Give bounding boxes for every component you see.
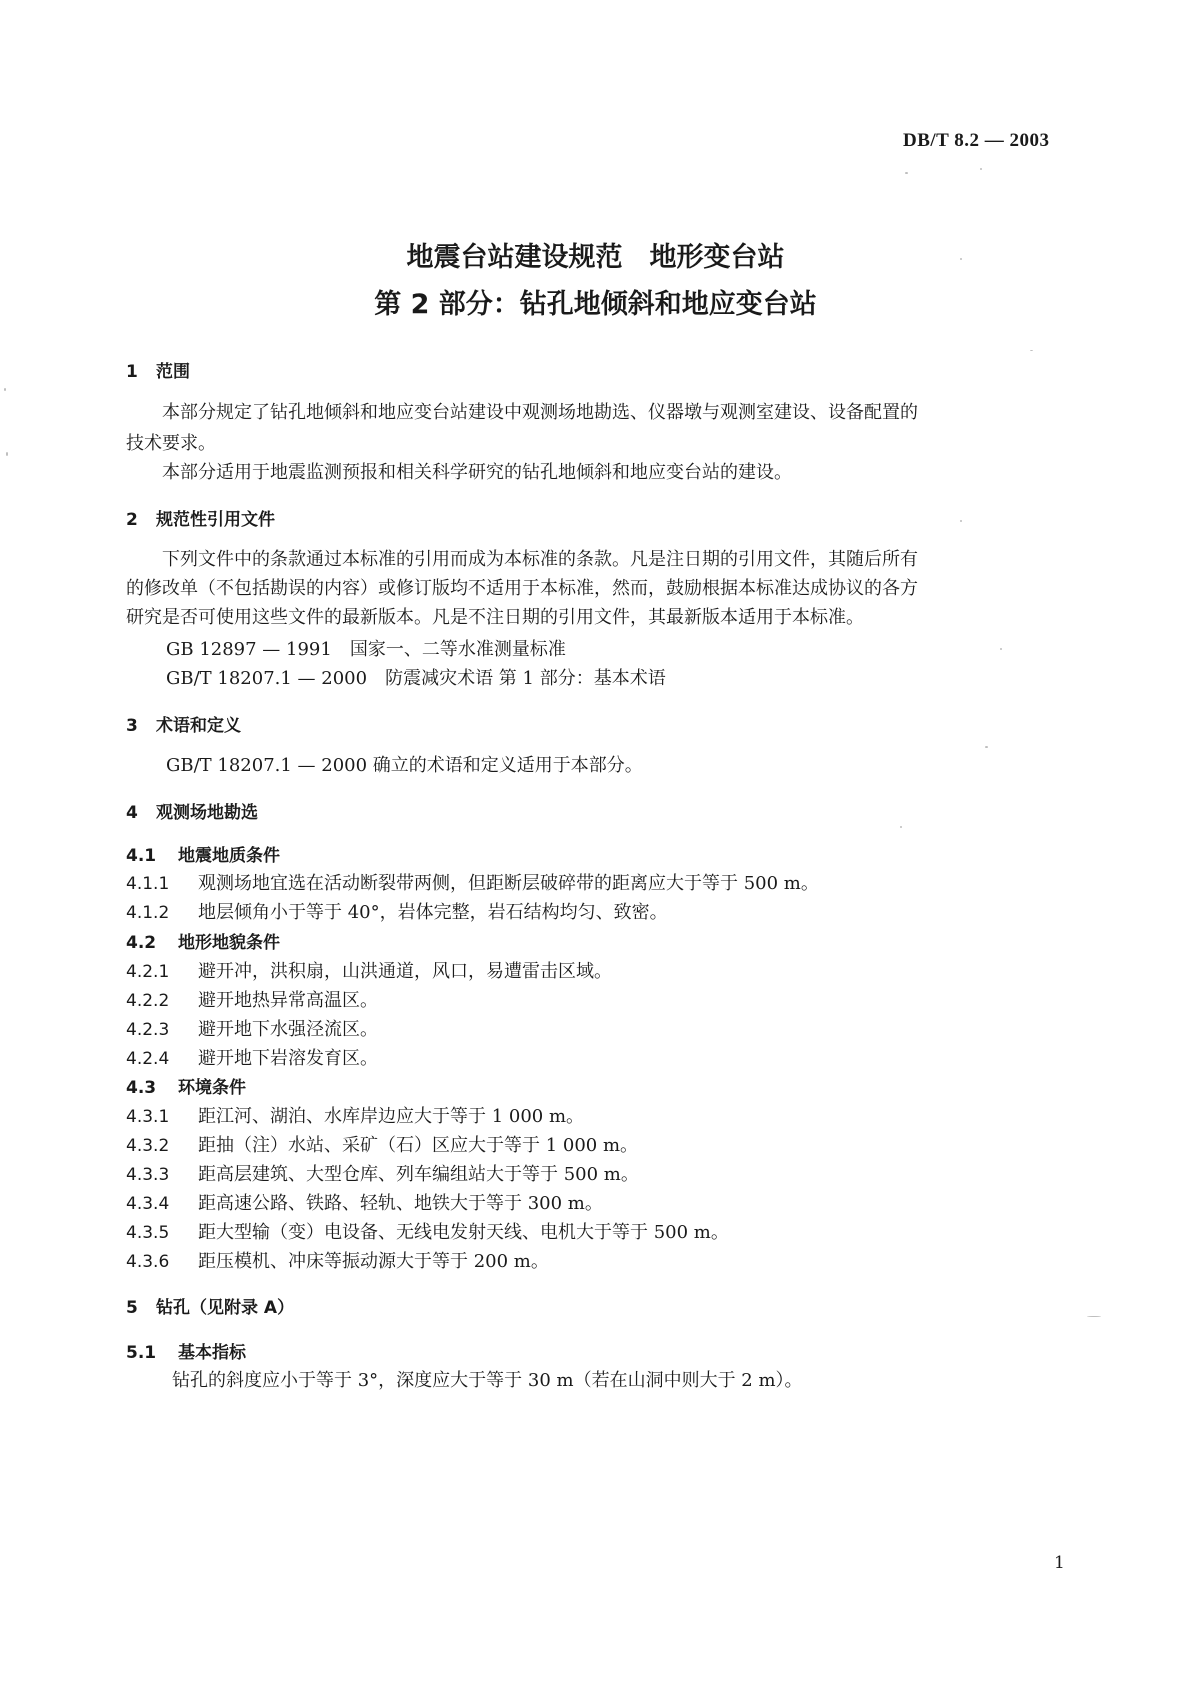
subsection-title: 地震地质条件: [178, 846, 280, 866]
clause-text: 距抽（注）水站、采矿（石）区应大于等于 1 000 m。: [198, 1135, 639, 1156]
clause-number: 4.2.4: [126, 1049, 170, 1069]
document-code: DB/T 8.2 — 2003: [903, 130, 1050, 151]
clause-text: 距压模机、冲床等振动源大于等于 200 m。: [198, 1251, 549, 1272]
clause-4-2-1: [126, 957, 612, 983]
clause-4-2-4: [126, 1044, 378, 1070]
clause-number: 4.3.4: [126, 1194, 170, 1214]
paragraph-drilling-basic: 钻孔的斜度应小于等于 3°，深度应大于等于 30 m（若在山洞中则大于 2 m）。: [172, 1370, 803, 1391]
section-title: 术语和定义: [156, 716, 241, 736]
paragraph-applicability: 本部分适用于地震监测预报和相关科学研究的钻孔地倾斜和地应变台站的建设。: [162, 462, 792, 483]
clause-number: 4.2.3: [126, 1020, 170, 1040]
subsection-heading-5-1: [126, 1338, 246, 1363]
clause-number: 4.3.6: [126, 1252, 170, 1272]
subsection-number: 4.2: [126, 933, 157, 953]
paragraph-references-line-1: 下列文件中的条款通过本标准的引用而成为本标准的条款。凡是注日期的引用文件，其随后所有: [162, 549, 918, 570]
clause-number: 4.2.2: [126, 991, 170, 1011]
clause-number: 4.3.2: [126, 1136, 170, 1156]
page-number: 1: [1054, 1553, 1065, 1573]
clause-text: 距高层建筑、大型仓库、列车编组站大于等于 500 m。: [198, 1164, 639, 1185]
subsection-heading-4-2: [126, 928, 280, 953]
clause-text: 避开地热异常高温区。: [198, 990, 378, 1011]
section-number: 5: [126, 1298, 138, 1318]
paragraph-references-line-3: 研究是否可使用这些文件的最新版本。凡是不注日期的引用文件，其最新版本适用于本标准。: [126, 607, 864, 628]
clause-number: 4.3.1: [126, 1107, 170, 1127]
paragraph-terms: GB/T 18207.1 — 2000 确立的术语和定义适用于本部分。: [166, 755, 643, 776]
section-number: 2: [126, 510, 138, 530]
section-title: 规范性引用文件: [156, 510, 275, 530]
section-heading-5: [126, 1293, 294, 1318]
clause-number: 4.1.2: [126, 903, 170, 923]
subsection-number: 4.1: [126, 846, 157, 866]
document-title-line-2: 第 2 部分：钻孔地倾斜和地应变台站: [374, 289, 817, 320]
section-heading-2: [126, 505, 275, 530]
clause-4-3-4: [126, 1189, 603, 1215]
section-number: 1: [126, 362, 138, 382]
reference-item-1: GB 12897 — 1991 国家一、二等水准测量标准: [166, 639, 566, 660]
clause-text: 地层倾角小于等于 40°，岩体完整，岩石结构均匀、致密。: [198, 902, 668, 923]
clause-text: 避开地下岩溶发育区。: [198, 1048, 378, 1069]
subsection-title: 地形地貌条件: [178, 933, 280, 953]
section-title: 观测场地勘选: [156, 803, 258, 823]
clause-number: 4.3.5: [126, 1223, 170, 1243]
subsection-heading-4-3: [126, 1073, 246, 1098]
section-title: 范围: [156, 362, 190, 382]
clause-4-3-2: [126, 1131, 638, 1157]
section-heading-3: [126, 711, 241, 736]
subsection-title: 环境条件: [178, 1078, 246, 1098]
clause-text: 距高速公路、铁路、轻轨、地铁大于等于 300 m。: [198, 1193, 603, 1214]
clause-4-1-1: [126, 869, 819, 895]
section-heading-1: [126, 357, 190, 382]
clause-text: 距江河、湖泊、水库岸边应大于等于 1 000 m。: [198, 1106, 585, 1127]
paragraph-scope-line-2: 技术要求。: [126, 433, 216, 454]
reference-item-2: GB/T 18207.1 — 2000 防震减灾术语 第 1 部分：基本术语: [166, 668, 666, 689]
clause-4-3-5: [126, 1218, 729, 1244]
subsection-title: 基本指标: [178, 1343, 246, 1363]
section-number: 3: [126, 716, 138, 736]
section-title: 钻孔（见附录 A）: [156, 1298, 295, 1318]
subsection-heading-4-1: [126, 841, 280, 866]
clause-4-2-3: [126, 1015, 378, 1041]
clause-number: 4.3.3: [126, 1165, 170, 1185]
clause-text: 距大型输（变）电设备、无线电发射天线、电机大于等于 500 m。: [198, 1222, 729, 1243]
clause-4-1-2: [126, 898, 668, 924]
section-heading-4: [126, 798, 258, 823]
clause-4-3-6: [126, 1247, 549, 1273]
clause-text: 避开地下水强泾流区。: [198, 1019, 378, 1040]
clause-4-3-1: [126, 1102, 584, 1128]
clause-4-2-2: [126, 986, 378, 1012]
document-title-line-1: 地震台站建设规范 地形变台站: [406, 242, 785, 273]
paragraph-scope-line-1: 本部分规定了钻孔地倾斜和地应变台站建设中观测场地勘选、仪器墩与观测室建设、设备配置的: [162, 402, 918, 423]
subsection-number: 4.3: [126, 1078, 157, 1098]
clause-number: 4.1.1: [126, 874, 170, 894]
section-number: 4: [126, 803, 138, 823]
clause-text: 观测场地宜选在活动断裂带两侧，但距断层破碎带的距离应大于等于 500 m。: [198, 873, 819, 894]
clause-number: 4.2.1: [126, 962, 170, 982]
subsection-number: 5.1: [126, 1343, 157, 1363]
paragraph-references-line-2: 的修改单（不包括勘误的内容）或修订版均不适用于本标准，然而，鼓励根据本标准达成协议的各方: [126, 578, 918, 599]
clause-text: 避开冲，洪积扇，山洪通道，风口，易遭雷击区域。: [198, 961, 612, 982]
clause-4-3-3: [126, 1160, 639, 1186]
